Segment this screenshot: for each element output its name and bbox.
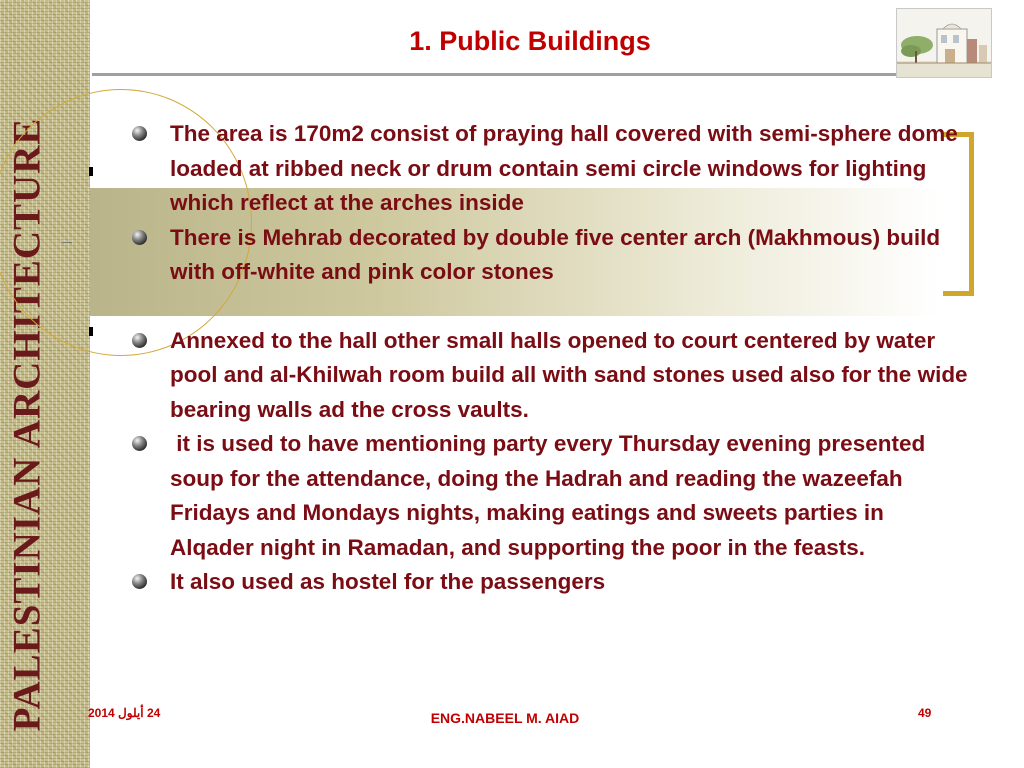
sidebar-title-text: PALESTINIAN ARCHITECTURE — [5, 117, 49, 731]
bullet-icon — [132, 333, 147, 348]
bullet-list — [130, 117, 970, 600]
bullet-text: it is used to have mentioning party every Thursday evening presented soup for the attendance, doing the Hadrah and reading the wazeefah Fridays and Mondays nights, making eatings and sweets parties in Alqader night in Ramadan, and supporting the poor in the feasts. — [170, 431, 932, 560]
list-item — [130, 221, 970, 290]
bullet-icon — [132, 126, 147, 141]
title-divider — [92, 73, 902, 76]
bullet-icon — [132, 574, 147, 589]
list-item — [130, 427, 970, 565]
page-number: 49 — [918, 706, 932, 720]
bullet-text: There is Mehrab decorated by double five center arch (Makhmous) build with off-white and pink color stones — [170, 224, 941, 284]
decorative-tick — [89, 327, 93, 336]
slide-title: 1. Public Buildings — [409, 26, 651, 56]
decorative-tick — [89, 167, 93, 176]
bullet-text: The area is 170m2 consist of praying hall covered with semi-sphere dome loaded at ribbed neck or drum contain semi circle windows for lighting which reflect at the arches inside — [170, 121, 958, 215]
list-item — [130, 565, 970, 600]
spacer — [130, 290, 970, 324]
decorative-dash — [62, 242, 72, 243]
bullet-text: It also used as hostel for the passengers — [170, 569, 606, 594]
bullet-text: Annexed to the hall other small halls opened to court centered by water pool and al-Khilwah room build all with sand stones used also for the wide bearing walls ad the cross vaults. — [170, 327, 968, 422]
bullet-icon — [132, 436, 147, 451]
building-thumbnail-image — [896, 8, 992, 78]
list-item — [130, 117, 970, 221]
bullet-icon — [132, 230, 147, 245]
list-item — [130, 324, 970, 428]
footer-author: ENG.NABEEL M. AIAD — [430, 710, 580, 726]
footer-date: 24 أيلول 2014 — [88, 706, 161, 720]
